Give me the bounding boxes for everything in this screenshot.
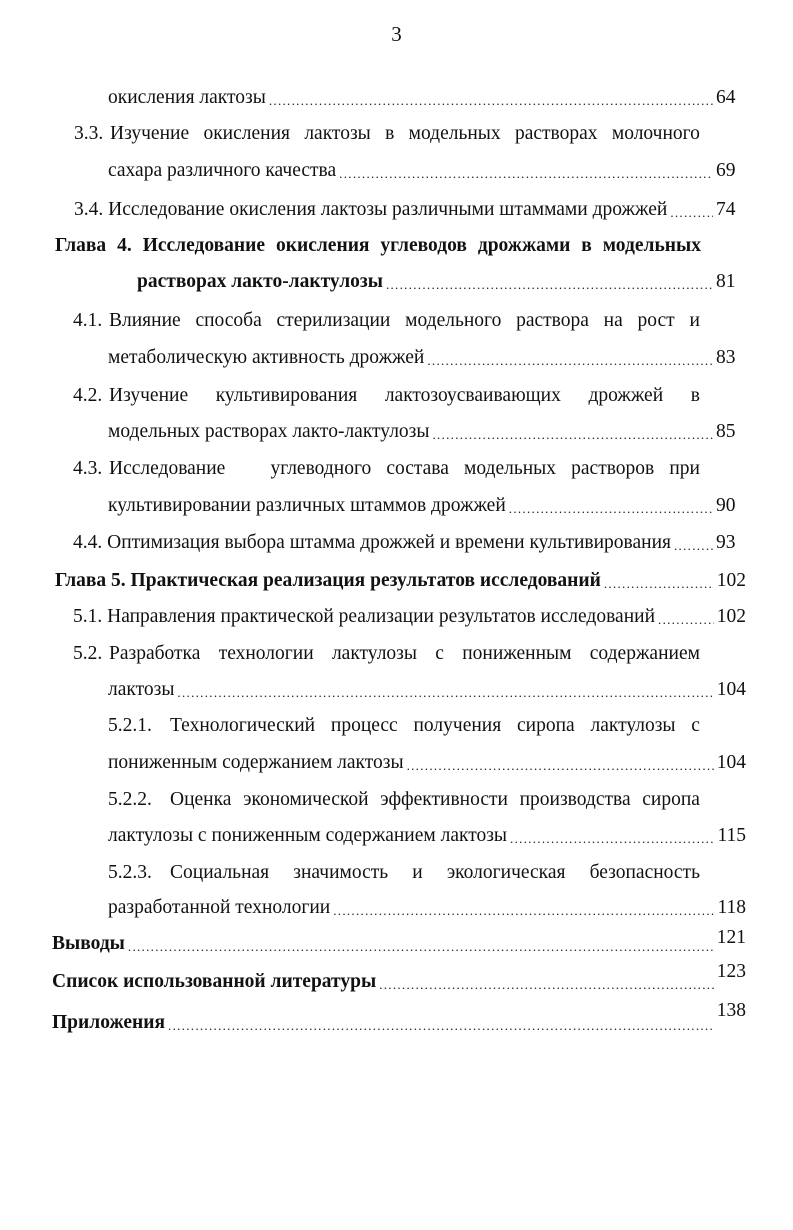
word: сиропа <box>642 789 700 810</box>
word: рост <box>637 310 675 331</box>
toc-entry-page: 104 <box>716 752 746 773</box>
word: с <box>691 715 700 736</box>
chapter-title: Глава 5. Практическая реализация результатов исследований <box>55 570 601 591</box>
word: Изучение <box>110 123 190 144</box>
word: в <box>385 123 395 144</box>
page-number: 3 <box>391 22 402 46</box>
word: содержанием <box>589 643 700 664</box>
word: безопасность <box>589 862 700 883</box>
toc-entry-title <box>109 309 700 333</box>
toc-entry-page: 102 <box>716 570 746 591</box>
toc-entry-page: 104 <box>716 679 746 700</box>
word: раствора <box>516 310 589 331</box>
word: дрожжей <box>588 385 664 406</box>
section-number: 5.2. <box>73 643 103 664</box>
word: Разработка <box>109 643 201 664</box>
toc-entry-page: 118 <box>717 897 746 918</box>
chapter-entry[interactable] <box>55 563 746 593</box>
toc-entry-heading[interactable] <box>73 451 700 481</box>
toc-entry-page: 123 <box>716 961 746 982</box>
chapter-title: Приложения <box>52 1012 166 1033</box>
word: модельных <box>408 123 501 144</box>
word: и <box>412 862 423 883</box>
word: способа <box>195 310 262 331</box>
toc-entry[interactable] <box>108 414 738 444</box>
dot-leader <box>509 494 713 518</box>
word: получения <box>413 715 502 736</box>
word: окисления <box>275 235 370 256</box>
word: экономической <box>243 789 369 810</box>
toc-entry-title: разработанной технологии <box>108 897 331 918</box>
section-number: 4.3. <box>73 458 103 479</box>
toc-entry[interactable] <box>108 672 746 702</box>
word: лактозы <box>304 123 371 144</box>
toc-entry-page: 83 <box>716 347 736 368</box>
toc-entry[interactable] <box>108 818 746 848</box>
dot-leader <box>168 1011 714 1035</box>
dot-leader <box>386 270 713 294</box>
word: пониженным <box>462 643 572 664</box>
dot-leader <box>379 970 714 994</box>
word: и <box>689 310 700 331</box>
toc-entry-page: 138 <box>716 1000 746 1021</box>
toc-entry-heading[interactable] <box>73 303 700 333</box>
word: лактулозы <box>590 715 676 736</box>
toc-entry-page: 90 <box>716 495 736 516</box>
toc-entry-title <box>109 384 700 408</box>
toc-entry-title: лактозы <box>108 679 175 700</box>
word: модельного <box>405 310 502 331</box>
section-number: 3.3. <box>74 123 104 144</box>
toc-entry[interactable] <box>108 890 746 920</box>
word: сиропа <box>517 715 575 736</box>
chapter-title: растворах лакто-лактулозы <box>137 271 383 292</box>
word: модельных <box>464 458 557 479</box>
toc-entry-page: 74 <box>716 199 736 220</box>
toc-entry-heading[interactable] <box>73 636 700 666</box>
toc-entry[interactable] <box>108 80 738 110</box>
toc-entry[interactable] <box>74 192 738 222</box>
word: технологии <box>218 643 314 664</box>
dot-leader <box>658 605 714 629</box>
dot-leader <box>339 159 713 183</box>
toc-entry-page: 115 <box>717 825 746 846</box>
toc-entry-page: 85 <box>716 421 736 442</box>
word: с <box>435 643 444 664</box>
word: 4. <box>117 235 132 256</box>
word: Глава <box>55 235 107 256</box>
section-number: 4.2. <box>73 385 103 406</box>
toc-entry[interactable] <box>108 488 738 518</box>
word: Оценка <box>170 789 232 810</box>
chapter-title <box>55 234 701 258</box>
dot-leader <box>177 678 713 702</box>
word: стерилизации <box>276 310 391 331</box>
toc-entry-title: модельных растворах лакто-лактулозы <box>108 421 430 442</box>
word: лактулозы <box>331 643 417 664</box>
word: на <box>603 310 623 331</box>
toc-entry-title: культивировании различных штаммов дрожжей <box>108 495 506 516</box>
toc-entry-title: лактулозы с пониженным содержанием лактозы <box>108 825 508 846</box>
toc-entry-title <box>170 788 700 812</box>
toc-entry-page: 102 <box>716 606 746 627</box>
toc-entry-title: окисления лактозы <box>108 87 266 108</box>
word: окисления <box>203 123 290 144</box>
dot-leader <box>510 824 714 848</box>
word: Исследование <box>142 235 266 256</box>
section-number: 5.2.1. <box>108 715 152 736</box>
word: дрожжами <box>477 235 571 256</box>
toc-entry-page: 93 <box>716 532 736 553</box>
dot-leader <box>604 569 714 593</box>
toc-entry-heading[interactable] <box>108 708 700 738</box>
toc-entry[interactable] <box>108 340 738 370</box>
word: модельных <box>602 235 701 256</box>
toc-entry-title <box>170 861 700 885</box>
word: при <box>669 458 700 479</box>
dot-leader <box>407 751 714 775</box>
word: молочного <box>611 123 700 144</box>
toc-entry-page: 64 <box>716 87 736 108</box>
chapter-heading[interactable] <box>55 228 701 258</box>
toc-entry[interactable] <box>108 745 746 775</box>
toc-entry-title: 4.4. Оптимизация выбора штамма дрожжей и времени культивирования <box>73 532 671 553</box>
word: экологическая <box>446 862 566 883</box>
word: эффективности <box>380 789 508 810</box>
dot-leader <box>128 932 714 956</box>
toc-entry-title: метаболическую активность дрожжей <box>108 347 425 368</box>
word: углеводов <box>380 235 467 256</box>
section-number: 5.2.2. <box>108 789 152 810</box>
toc-entry-title: 5.1. Направления практической реализации результатов исследований <box>73 606 656 627</box>
toc-entry-title: сахара различного качества <box>108 160 337 181</box>
dot-leader <box>674 531 713 555</box>
section-number: 4.1. <box>73 310 103 331</box>
toc-entry-page: 121 <box>716 927 746 948</box>
chapter-entry[interactable] <box>52 961 746 994</box>
toc-entry[interactable] <box>108 153 738 183</box>
word: лактозоусваивающих <box>384 385 561 406</box>
word: углеводного <box>270 458 372 479</box>
word: процесс <box>330 715 398 736</box>
word: Социальная <box>170 862 270 883</box>
word: состава <box>386 458 449 479</box>
toc-entry-title <box>110 122 700 146</box>
word: растворов <box>571 458 655 479</box>
section-number: 5.2.3. <box>108 862 152 883</box>
chapter-title: Список использованной литературы <box>52 971 377 992</box>
dot-leader <box>427 346 713 370</box>
toc-entry-title: пониженным содержанием лактозы <box>108 752 404 773</box>
word: производства <box>519 789 631 810</box>
word: значимость <box>293 862 389 883</box>
toc-entry-heading[interactable] <box>73 378 700 408</box>
toc-entry-title <box>109 457 700 481</box>
dot-leader <box>432 420 713 444</box>
toc-entry-title: 3.4. Исследование окисления лактозы различными штаммами дрожжей <box>74 199 668 220</box>
toc-entry-page: 81 <box>716 271 736 292</box>
dot-leader <box>670 198 713 222</box>
word: Технологический <box>170 715 316 736</box>
chapter-entry[interactable] <box>52 1000 746 1035</box>
toc-entry[interactable] <box>73 599 746 629</box>
dot-leader <box>269 86 713 110</box>
word: Исследование <box>109 458 226 479</box>
word: Изучение <box>109 385 189 406</box>
toc-entry[interactable] <box>137 264 738 294</box>
toc-entry-title <box>170 714 700 738</box>
chapter-entry[interactable] <box>52 926 746 956</box>
toc-entry-page: 69 <box>716 160 736 181</box>
word: растворах <box>514 123 598 144</box>
toc-entry[interactable] <box>73 525 738 555</box>
dot-leader <box>333 896 714 920</box>
chapter-title: Выводы <box>52 933 125 954</box>
toc-entry-title <box>109 642 700 666</box>
toc-entry-heading[interactable] <box>108 855 700 885</box>
word: в <box>690 385 700 406</box>
word: Влияние <box>109 310 181 331</box>
word: культивирования <box>215 385 358 406</box>
toc-entry-heading[interactable] <box>74 116 700 146</box>
toc-entry-heading[interactable] <box>108 782 700 812</box>
word: в <box>581 235 592 256</box>
